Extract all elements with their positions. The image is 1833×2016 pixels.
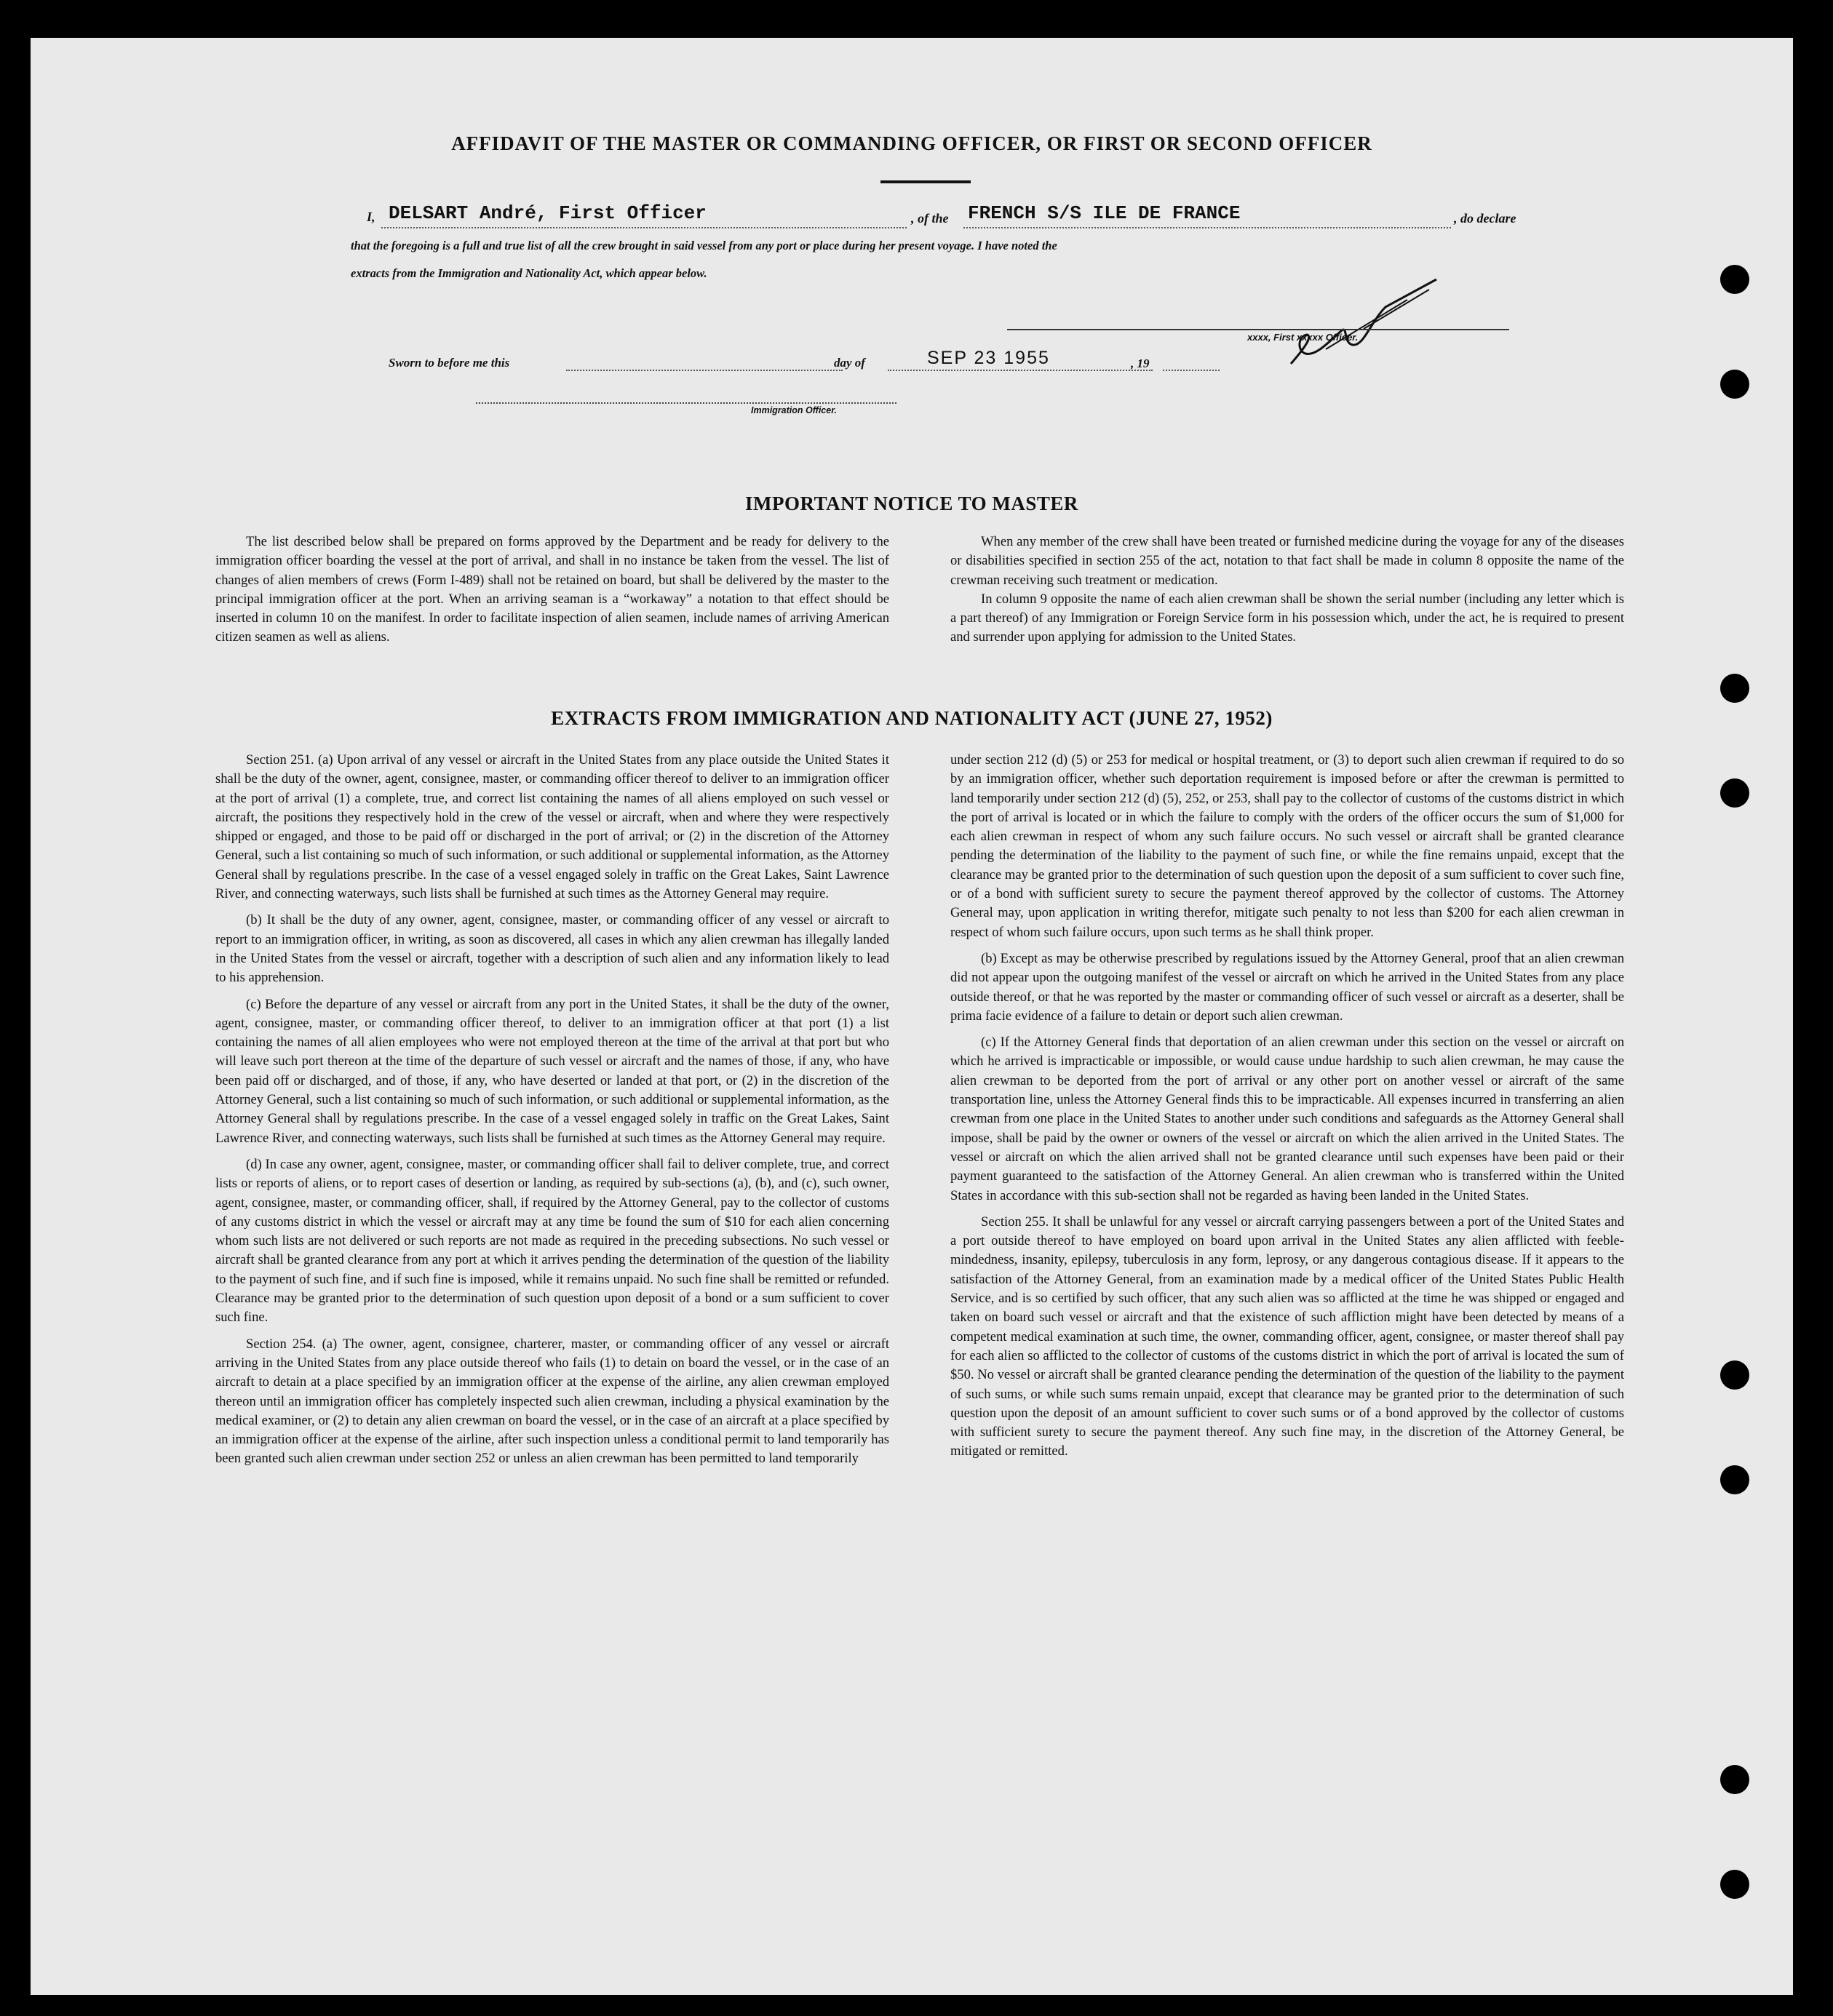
- extract-paragraph: Section 251. (a) Upon arrival of any vessel or aircraft in the United States from any place outside the United States it shall be the duty of the owner, agent, consignee, master, or commanding officer thereof to deliver to an immigration officer at the port of arrival (1) a complete, true, and correct list containing the names of all aliens employed on such vessel or aircraft, the positions they respectively hold in the crew of the vessel or aircraft, when and where they were respectively shipped or engaged, and those to be paid off or discharged in the port of arrival; or (2) in the discretion of the Attorney General, such a list containing so much of such information, or such additional or supplemental information, as the Attorney General shall by regulations prescribe. In the case of a vessel engaged solely in traffic on the Great Lakes, Saint Lawrence River, and connecting waterways, such lists shall be furnished at such times as the Attorney General may require.: [215, 752, 889, 902]
- notice-paragraph: When any member of the crew shall have been treated or furnished medicine during the voyage for any of the diseases or disabilities specified in section 255 of the act, notation to that fact shall be made in column 8 opposite the name of the crewman receiving such treatment or medication.: [950, 534, 1624, 588]
- binder-hole: [1720, 265, 1749, 294]
- notice-paragraph: The list described below shall be prepared on forms approved by the Department and be ready for delivery to the immigration officer boarding the vessel at the port of arrival, and shall in no instance be taken from the vessel. The list of changes of alien members of crews (Form I-489) shall not be retained on board, but shall be delivered by the master to the principal immigration officer at the port. When an arriving seaman is a “workaway” a notation to that effect should be inserted in column 10 on the manifest. In order to facilitate inspection of alien seamen, include names of arriving American citizen seamen as well as aliens.: [215, 534, 889, 645]
- immigration-officer-label: Immigration Officer.: [751, 405, 837, 415]
- extract-paragraph: (b) It shall be the duty of any owner, agent, consignee, master, or commanding officer of any vessel or aircraft to report to an immigration officer, in writing, as soon as discovered, all cases in which any alien crewman has illegally landed in the United States from the vessel or aircraft, together with a description of such alien and any information likely to lead to his apprehension.: [215, 912, 889, 986]
- extract-paragraph: (c) If the Attorney General finds that deportation of an alien crewman under this section on the vessel or aircraft on which he arrived is impracticable or impossible, or would cause undue hardship to such alien crewman, he may cause the alien crewman to be deported from the port of arrival or any other port on another vessel or aircraft of the same transportation line, unless the Attorney General finds this to be impracticable. All expenses incurred in transferring an alien crewman from one place in the United States to another under such conditions and safeguards as the Attorney General shall impose, shall be paid by the owner or owners of the vessel or aircraft on which the alien arrived in the United States. The vessel or aircraft on which the alien arrived shall not be granted clearance until such expenses have been paid or their payment guaranteed to the satisfaction of the Attorney General. An alien crewman who is transferred within the United States in accordance with this sub-section shall not be regarded as having been landed in the United States.: [950, 1035, 1624, 1203]
- document-page: [31, 38, 1793, 1995]
- declaration-line-1: that the foregoing is a full and true list of all the crew brought in said vessel from any port or place during her present voyage. I have noted the: [351, 239, 1057, 252]
- i-label: I,: [367, 210, 375, 224]
- notice-paragraph: In column 9 opposite the name of each alien crewman shall be shown the serial number (including any letter which is a part thereof) of any Immigration or Foreign Service form in his possession which, under the act, he is required to present and surrender upon applying for admission to the United States.: [950, 591, 1624, 645]
- year-field: [1163, 365, 1220, 371]
- of-the-label: , of the: [911, 211, 949, 226]
- officer-name: DELSART André, First Officer: [389, 202, 707, 224]
- day-of-label: day of: [834, 356, 865, 370]
- affidavit-title: AFFIDAVIT OF THE MASTER OR COMMANDING OFFICER, OR FIRST OR SECOND OFFICER: [451, 132, 1372, 154]
- extract-paragraph: Section 255. It shall be unlawful for any vessel or aircraft carrying passengers between a port of the United States and a port outside thereof to have employed on board upon arrival in the United States any alien afflicted with feeble-mindedness, insanity, epilepsy, tuberculosis in any form, leprosy, or any dangerous contagious disease. If it appears to the satisfaction of the Attorney General, from an examination made by a medical officer of the United States Public Health Service, and is so certified by such officer, that any such alien was so afflicted at the time he was shipped or engaged and taken on board such vessel or aircraft and that the existence of such affliction might have been detected by means of a competent medical examination at such time, the owner, commanding officer, agent, consignee, or master thereof shall pay for each alien so afflicted to the collector of customs of the customs district in which the port of arrival is located the sum of $50. No vessel or aircraft shall be granted clearance pending the determination of the question of the liability to the payment of such sums, or while such sums remain unpaid, except that clearance may be granted prior to the determination of such question upon the deposit of an amount sufficient to cover such sums or of a bond approved by the collector of customs with sufficient surety to secure the payment thereof. Any such fine may, in the discretion of the Attorney General, be mitigated or remitted.: [950, 1214, 1624, 1459]
- notice-right-column: [950, 533, 1624, 648]
- vessel-name-field: [963, 202, 1451, 228]
- sworn-label: Sworn to before me this: [389, 356, 510, 370]
- binder-hole: [1720, 370, 1749, 399]
- binder-hole: [1720, 1765, 1749, 1794]
- extract-paragraph: (d) In case any owner, agent, consignee, master, or commanding officer shall fail to deliver complete, true, and correct lists or reports of aliens, or to report cases of desertion or landing, as required by sub-sections (a), (b), and (c), such owner, agent, consignee, master, or commanding officer, shall, if required by the Attorney General, pay to the collector of customs of any customs district in which the vessel or aircraft may at any time be found the sum of $10 for each alien concerning whom such lists are not delivered or such reports are not made as required in the preceding subsections. No such vessel or aircraft shall be granted clearance from any port at which it arrives pending the determination of the question of the liability to the payment of such fine, and if such fine is imposed, while it remains unpaid. No such fine shall be remitted or refunded. Clearance may be granted prior to the determination of such question upon deposit of a bond or a sum sufficient to cover such fine.: [215, 1156, 889, 1326]
- extracts-title: EXTRACTS FROM IMMIGRATION AND NATIONALITY ACT (JUNE 27, 1952): [551, 707, 1273, 729]
- sworn-month-field: [888, 348, 1153, 371]
- binder-hole: [1720, 674, 1749, 703]
- extract-paragraph: under section 212 (d) (5) or 253 for medical or hospital treatment, or (3) to deport such alien crewman if required to do so by an immigration officer, whether such deportation requirement is imposed before or after the crewman is permitted to land temporarily under section 212 (d) (5), 252, or 253, shall pay to the collector of customs of the customs district in which the port of arrival is located or in which the failure to comply with the orders of the officer occurs the sum of $1,000 for each alien crewman in respect of whom any such failure occurs. No such vessel or aircraft shall be granted clearance pending the determination of the liability to the payment of such fine, or while the fine remains unpaid, except that the clearance may be granted prior to the determination of such question upon the deposit of a sum sufficient to cover such fine, or of a bond with sufficient surety to secure the payment thereof approved by the collector of customs. The Attorney General may, upon application in writing therefor, mitigate such penalty to not less than $200 for each alien crewman in respect of whom such failure occurs, upon such terms as he shall think proper.: [950, 752, 1624, 940]
- year-label: , 19: [1131, 356, 1150, 370]
- notice-title: IMPORTANT NOTICE TO MASTER: [745, 493, 1078, 514]
- extract-paragraph: (b) Except as may be otherwise prescribed by regulations issued by the Attorney General, proof that an alien crewman did not appear upon the outgoing manifest of the vessel or aircraft on which he arrived in the United States from any place outside thereof, or that he was reported by the master or commanding officer of such vessel or aircraft as a deserter, shall be prima facie evidence of a failure to detain or deport such alien crewman.: [950, 950, 1624, 1024]
- officer-name-field: [381, 202, 907, 228]
- extract-paragraph: (c) Before the departure of any vessel or aircraft from any port in the United States, it shall be the duty of the owner, agent, consignee, master, or commanding officer thereof, to deliver to an immigration officer at that port (1) a list containing the names of all alien employees who were not employed thereon at the time of the arrival at that port but who will leave such port thereon at the time of the departure of such vessel or aircraft and the names of those, if any, who have been paid off or discharged, and of those, if any, who have deserted or landed at that port, or (2) in the discretion of the Attorney General, such a list containing so much of such information, or such additional or supplemental information, as the Attorney General shall by regulations prescribe. In the case of a vessel engaged solely in traffic on the Great Lakes, Saint Lawrence River, and connecting waterways, such lists shall be furnished at such times as the Attorney General may require.: [215, 996, 889, 1146]
- extract-paragraph: Section 254. (a) The owner, agent, consignee, charterer, master, or commanding officer of any vessel or aircraft arriving in the United States from any place outside thereof who fails (1) to detain on board the vessel, or in the case of an aircraft to detain at a place specified by an immigration officer at the expense of the airline, any alien crewman employed thereon until an immigration officer has completely inspected such alien crewman, including a physical examination by the medical examiner, or (2) to detain any alien crewman on board the vessel, or in the case of an aircraft at a place specified by an immigration officer at the expense of the airline, after such inspection unless a conditional permit to land temporarily has been granted such alien crewman under section 252 or unless an alien crewman has been permitted to land temporarily: [215, 1336, 889, 1467]
- binder-hole: [1720, 1870, 1749, 1899]
- signature-caption: xxxx, First xxxxx Officer.: [1247, 332, 1359, 343]
- declaration-line-2: extracts from the Immigration and Nationality Act, which appear below.: [351, 266, 707, 280]
- immigration-officer-line: [476, 401, 896, 404]
- binder-hole: [1720, 778, 1749, 808]
- sworn-date: SEP 23 1955: [927, 348, 1050, 368]
- do-declare-label: , do declare: [1454, 211, 1516, 226]
- officer-signature: [1262, 278, 1451, 372]
- title-rule: [880, 180, 971, 183]
- vessel-name: FRENCH S/S ILE DE FRANCE: [968, 202, 1241, 224]
- binder-hole: [1720, 1465, 1749, 1494]
- extracts-right-column: [950, 751, 1624, 1462]
- extracts-left-column: [215, 751, 889, 1469]
- binder-hole: [1720, 1360, 1749, 1390]
- signature-line: [1007, 329, 1509, 330]
- sworn-day-field: [566, 365, 843, 371]
- notice-left-column: [215, 533, 889, 648]
